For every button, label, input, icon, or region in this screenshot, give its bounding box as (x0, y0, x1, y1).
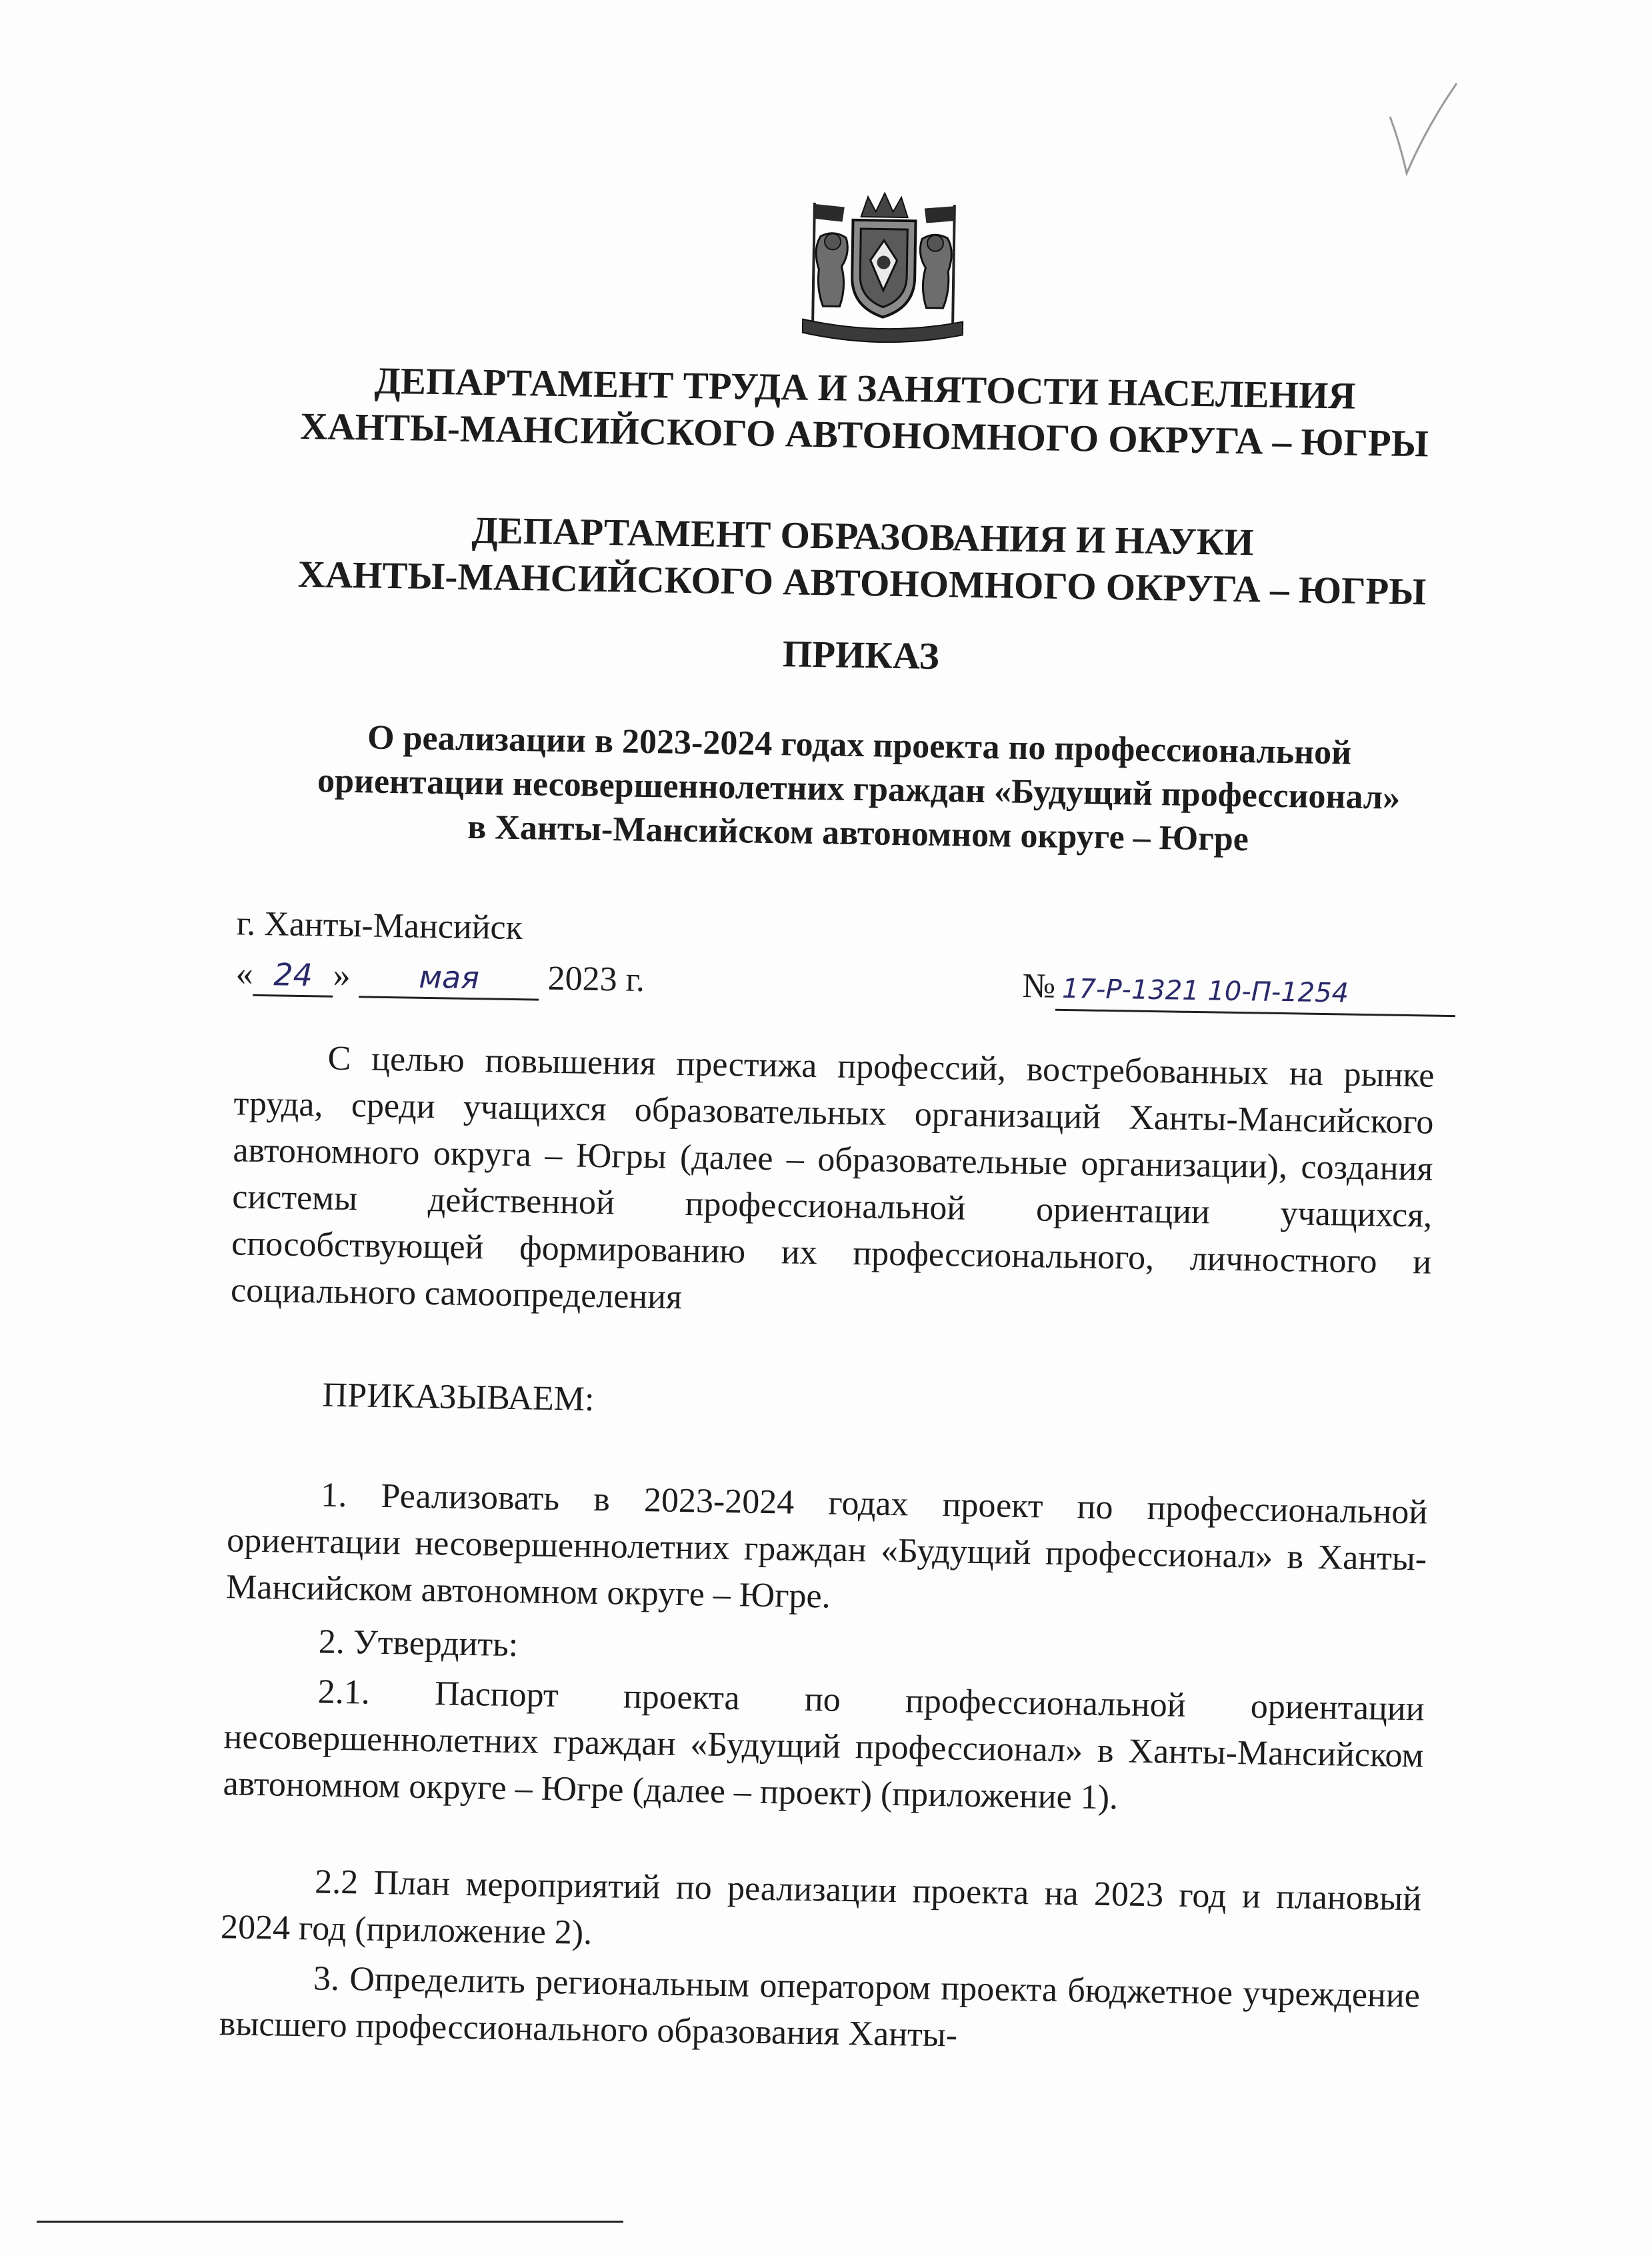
clause-3: 3. Определить региональным оператором проекта бюджетное учреждение высшего профессионального образования Ханты- (219, 1959, 1421, 2055)
clause-1: 1. Реализовать в 2023-2024 годах проект по профессиональной ориентации несовершеннолетних граждан «Будущий профессионал» в Ханты-Мансийском автономном округе – Югре. (225, 1476, 1428, 1616)
subject-line3: в Ханты-Мансийском автономном округе – Югре (467, 808, 1249, 859)
day-field: 24 (253, 954, 333, 998)
order-directive-word: ПРИКАЗЫВАЕМ: (322, 1376, 595, 1418)
dept2-line2: ХАНТЫ-МАНСИЙСКОГО АВТОНОМНОГО ОКРУГА – ЮГРЫ (297, 553, 1427, 614)
quote-open: « (235, 954, 254, 993)
order-number (1022, 966, 1456, 1017)
subject-line1: О реализации в 2023-2024 годах проекта по профессиональной (367, 718, 1352, 772)
subject-line2: ориентации несовершеннолетних граждан «Будущий профессионал» (317, 762, 1401, 817)
department-education-header (242, 504, 1483, 617)
dept1-line1: ДЕПАРТАМЕНТ ТРУДА И ЗАНЯТОСТИ НАСЕЛЕНИЯ (374, 359, 1356, 417)
coat-of-arms-emblem (793, 189, 975, 348)
order-date (235, 954, 645, 1002)
month-field: мая (359, 956, 539, 1000)
footnote-divider (37, 2221, 623, 2223)
order-title: ПРИКАЗ (782, 633, 940, 678)
year-label: 2023 г. (547, 959, 645, 1000)
city-label: г. Ханты-Мансийск (236, 904, 523, 948)
department-labor-header (244, 356, 1485, 469)
clause-2: 2. Утвердить: (318, 1622, 519, 1664)
dept1-line2: ХАНТЫ-МАНСИЙСКОГО АВТОНОМНОГО ОКРУГА – ЮГРЫ (299, 405, 1429, 465)
dept2-line1: ДЕПАРТАМЕНТ ОБРАЗОВАНИЯ И НАУКИ (471, 509, 1254, 564)
intro-paragraph: С целью повышения престижа профессий, востребованных на рынке труда, среди учащихся образовательных организаций Ханты-Мансийского автономного округа – Югры (далее – образовательные организации), создания системы действенной профессиональной ориентации учащихся, способствующей формированию их профессионального, личностного и социального самоопределения (230, 1039, 1435, 1316)
clause-2-1: 2.1. Паспорт проекта по профессиональной ориентации несовершеннолетних граждан «Будущий профессионал» в Ханты-Мансийском автономном округе – Югре (далее – проект) (приложение 1). (223, 1672, 1425, 1817)
order-subject (238, 714, 1480, 865)
number-field: 17-Р-1321 10-П-1254 (1055, 969, 1456, 1017)
number-sign: № (1022, 966, 1056, 1006)
document-sheet (216, 0, 1491, 2266)
clause-2-2: 2.2 План мероприятий по реализации проекта на 2023 год и плановый 2024 год (приложение 2). (220, 1863, 1422, 1952)
quote-close: » (333, 956, 351, 995)
